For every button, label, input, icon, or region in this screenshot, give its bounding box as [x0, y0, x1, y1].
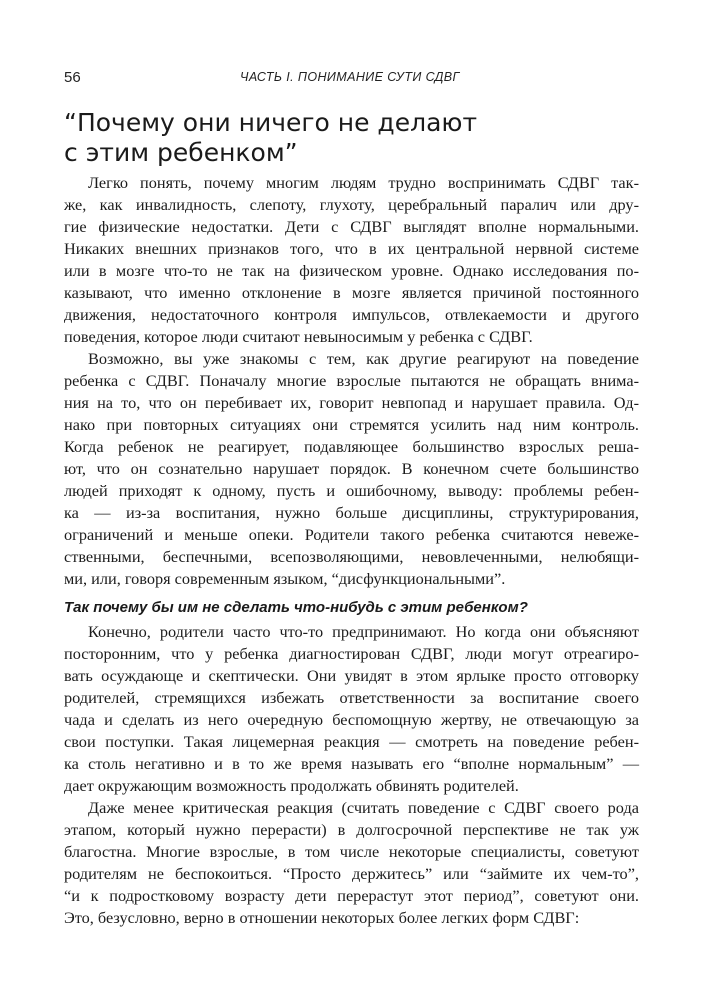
paragraph-line: посторонним, что у ребенка диагностирован СДВГ, люди могут отреагиро-	[64, 644, 639, 663]
paragraph-line: благостна. Многие взрослые, в том числе некоторые специалисты, советуют	[64, 842, 639, 861]
paragraph-line: этапом, который нужно перерасти) в долгосрочной перспективе не так уж	[64, 820, 639, 839]
paragraph-line: Когда ребенок не реагирует, подавляющее большинство взрослых реша-	[64, 437, 639, 456]
section-one-body	[64, 172, 639, 590]
paragraph-line: чада и сделать из него очередную беспомощную жертву, не отвечающую за	[64, 710, 639, 729]
paragraph-line: ка — из-за воспитания, нужно больше дисциплины, структурирования,	[64, 503, 639, 522]
paragraph-line: Возможно, вы уже знакомы с тем, как другие реагируют на поведение	[88, 349, 639, 368]
section-title	[64, 108, 639, 168]
paragraph-line: или в мозге что-то не так на физическом уровне. Однако исследования по-	[64, 261, 639, 280]
paragraph-line: ка столь негативно и в то же время называть его “вполне нормальным” —	[64, 754, 639, 773]
paragraph-line: ми, или, говоря современным языком, “дисфункциональными”.	[64, 569, 506, 588]
paragraph-line: движения, недостаточного контроля импульсов, отвлекаемости и другого	[64, 305, 639, 324]
page-header	[64, 69, 639, 91]
page-number: 56	[64, 69, 81, 86]
paragraph-line: Даже менее критическая реакция (считать поведение с СДВГ своего рода	[88, 798, 639, 817]
section-title-line: “Почему они ничего не делают	[64, 108, 478, 137]
section-two-body	[64, 621, 639, 929]
paragraph-line: гие физические недостатки. Дети с СДВГ выглядят вполне нормальными.	[64, 217, 639, 236]
paragraph-line: казывают, что именно отклонение в мозге является причиной постоянного	[64, 283, 639, 302]
paragraph-line: поведения, которое люди считают невыносимым у ребенка с СДВГ.	[64, 327, 533, 346]
paragraph-line: ют, что он сознательно нарушает порядок. В конечном счете большинство	[64, 459, 639, 478]
paragraph-line: ребенка с СДВГ. Поначалу многие взрослые пытаются не обращать внима-	[64, 371, 639, 390]
paragraph-line: Это, безусловно, верно в отношении некоторых более легких форм СДВГ:	[64, 908, 580, 927]
section-title-line: с этим ребенком”	[64, 138, 298, 167]
paragraph-line: людей приходят к одному, пусть и ошибочному, выводу: проблемы ребен-	[64, 481, 639, 500]
paragraph-line: родителей, стремящихся избежать ответственности за воспитание своего	[64, 688, 639, 707]
paragraph-line: родителям не беспокоиться. “Просто держитесь” или “займите их чем-то”,	[64, 864, 639, 883]
paragraph-line: свои поступки. Такая лицемерная реакция — смотреть на поведение ребен-	[64, 732, 639, 751]
paragraph-line: Легко понять, почему многим людям трудно воспринимать СДВГ так-	[88, 173, 639, 192]
paragraph	[64, 797, 639, 929]
paragraph-line: Никаких внешних признаков того, что в их центральной нервной системе	[64, 239, 639, 258]
paragraph-line: вать осуждающе и скептически. Они увидят в этом ярлыке просто отговорку	[64, 666, 639, 685]
paragraph	[64, 348, 639, 590]
running-head: ЧАСТЬ I. ПОНИМАНИЕ СУТИ СДВГ	[240, 70, 460, 84]
paragraph-line: “и к подростковому возрасту дети перерастут этот период”, советуют они.	[64, 886, 639, 905]
paragraph-line: дает окружающим возможность продолжать обвинять родителей.	[64, 776, 519, 795]
paragraph	[64, 172, 639, 348]
paragraph-line: же, как инвалидность, слепоту, глухоту, церебральный паралич или дру-	[64, 195, 639, 214]
paragraph-line: ограничений и меньше опеки. Родители такого ребенка считаются невеже-	[64, 525, 639, 544]
subheading: Так почему бы им не сделать что-нибудь с этим ребенком?	[64, 599, 528, 616]
paragraph-line: нако при повторных ситуациях они стремятся усилить над ним контроль.	[64, 415, 639, 434]
paragraph-line: ственными, беспечными, всепозволяющими, невовлеченными, нелюбящи-	[64, 547, 639, 566]
paragraph-line: ния на то, что он перебивает их, говорит невпопад и нарушает правила. Од-	[64, 393, 639, 412]
paragraph-line: Конечно, родители часто что-то предпринимают. Но когда они объясняют	[88, 622, 639, 641]
paragraph	[64, 621, 639, 797]
